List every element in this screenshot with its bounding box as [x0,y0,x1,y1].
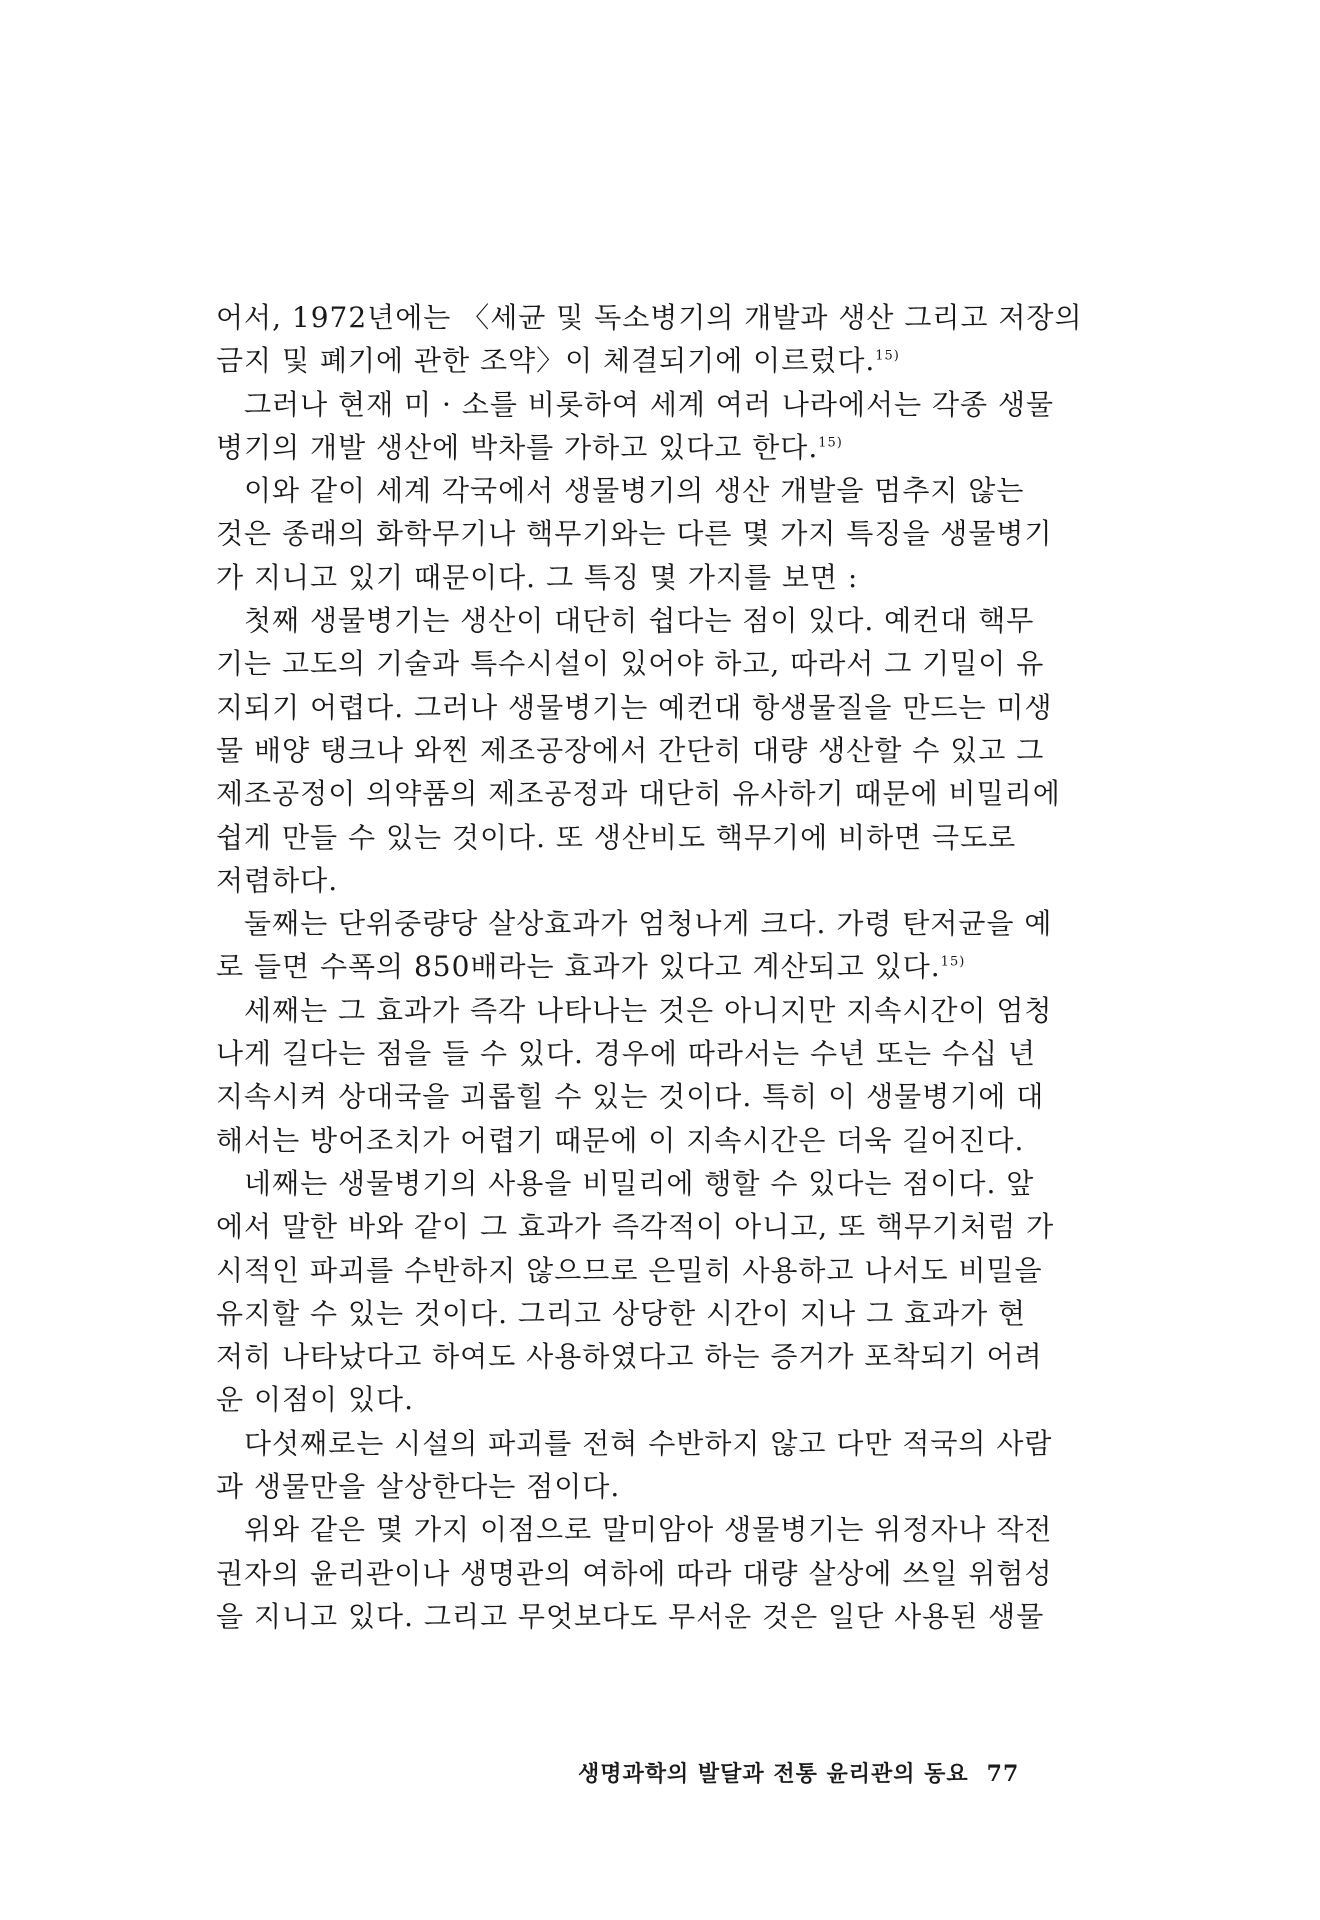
line-text: 다섯째로는 시설의 파괴를 전혀 수반하지 않고 다만 적국의 사람 [244,1426,1053,1460]
text-line [216,1335,1106,1378]
text-line [216,469,1106,512]
text-line [216,1119,1106,1162]
footnote-marker: 15) [940,955,966,971]
text-line [216,1162,1106,1205]
line-text: 금지 및 폐기에 관한 조약〉이 체결되기에 이르렀다. [216,344,876,378]
text-line [216,1378,1106,1421]
line-text: 첫째 생물병기는 생산이 대단히 쉽다는 점이 있다. 예컨대 핵무 [244,604,1035,638]
line-text: 물 배양 탱크나 와찐 제조공장에서 간단히 대량 생산할 수 있고 그 [216,733,1045,767]
line-text: 제조공정이 의약품의 제조공정과 대단히 유사하기 때문에 비밀리에 [216,777,1061,811]
line-text: 유지할 수 있는 것이다. 그리고 상당한 시간이 지나 그 효과가 현 [216,1296,1027,1330]
text-line [216,945,1106,988]
page-number: 77 [986,1761,1020,1787]
line-text: 저렴하다. [216,863,339,897]
line-text: 로 들면 수폭의 850배라는 효과가 있다고 계산되고 있다. [216,950,941,984]
text-line [216,859,1106,902]
text-line [216,1465,1106,1508]
line-text: 기는 고도의 기술과 특수시설이 있어야 하고, 따라서 그 기밀이 유 [216,647,1045,681]
line-text: 지되기 어렵다. 그러나 생물병기는 예컨대 항생물질을 만드는 미생 [216,690,1053,724]
line-text: 을 지니고 있다. 그리고 무엇보다도 무서운 것은 일단 사용된 생물 [216,1599,1045,1633]
line-text: 세째는 그 효과가 즉각 나타나는 것은 아니지만 지속시간이 엄청 [244,993,1053,1027]
text-line [216,1292,1106,1335]
text-line [216,1422,1106,1465]
line-text: 것은 종래의 화학무기나 핵무기와는 다른 몇 가지 특징을 생물병기 [216,517,1053,551]
text-line [216,772,1106,815]
text-line [216,902,1106,945]
footnote-marker: 15) [875,348,900,364]
text-line [216,599,1106,642]
running-footer [578,1757,1019,1788]
text-line [216,816,1106,859]
line-text: 에서 말한 바와 같이 그 효과가 즉각적이 아니고, 또 핵무기처럼 가 [216,1210,1055,1244]
text-line [216,729,1106,772]
line-text: 저히 나타났다고 하여도 사용하였다고 하는 증거가 포착되기 어려 [216,1340,1043,1374]
text-line [216,1205,1106,1248]
text-line [216,1032,1106,1075]
text-line [216,339,1106,382]
line-text: 지속시켜 상대국을 괴롭힐 수 있는 것이다. 특히 이 생물병기에 대 [216,1080,1045,1114]
line-text: 시적인 파괴를 수반하지 않으므로 은밀히 사용하고 나서도 비밀을 [216,1253,1043,1287]
line-text: 해서는 방어조치가 어렵기 때문에 이 지속시간은 더욱 길어진다. [216,1123,1025,1157]
line-text: 가 지니고 있기 때문이다. 그 특징 몇 가지를 보면 : [216,560,859,594]
text-line [216,512,1106,555]
running-title: 생명과학의 발달과 전통 윤리관의 동요 [578,1761,969,1787]
text-line [216,989,1106,1032]
line-text: 어서, 1972년에는 〈세균 및 독소병기의 개발과 생산 그리고 저장의 [216,301,1083,334]
line-text: 이와 같이 세계 각국에서 생물병기의 생산 개발을 멈추지 않는 [244,474,1025,508]
line-text: 권자의 윤리관이나 생명관의 여하에 따라 대량 살상에 쓰일 위험성 [216,1556,1053,1590]
text-line [216,1552,1106,1595]
line-text: 병기의 개발 생산에 박차를 가하고 있다고 한다. [216,430,819,464]
line-text: 나게 길다는 점을 들 수 있다. 경우에 따라서는 수년 또는 수십 년 [216,1037,1037,1071]
text-line [216,383,1106,426]
line-text: 운 이점이 있다. [216,1383,414,1417]
footnote-marker: 15) [818,435,843,451]
text-line [216,686,1106,729]
text-line [216,642,1106,685]
line-text: 위와 같은 몇 가지 이점으로 말미암아 생물병기는 위정자나 작전 [244,1513,1053,1547]
text-line [216,1075,1106,1118]
text-line [216,426,1106,469]
text-line [216,556,1106,599]
line-text: 네째는 생물병기의 사용을 비밀리에 행할 수 있다는 점이다. 앞 [244,1166,1035,1200]
text-line [216,1508,1106,1551]
line-text: 쉽게 만들 수 있는 것이다. 또 생산비도 핵무기에 비하면 극도로 [216,820,1017,854]
line-text: 둘째는 단위중량당 살상효과가 엄청나게 크다. 가령 탄저균을 예 [244,907,1053,941]
body-text [216,296,1106,1638]
line-text: 과 생물만을 살상한다는 점이다. [216,1470,621,1504]
text-line [216,296,1106,339]
text-line [216,1249,1106,1292]
text-line [216,1595,1106,1638]
line-text: 그러나 현재 미 · 소를 비롯하여 세계 여러 나라에서는 각종 생물 [244,387,1055,421]
